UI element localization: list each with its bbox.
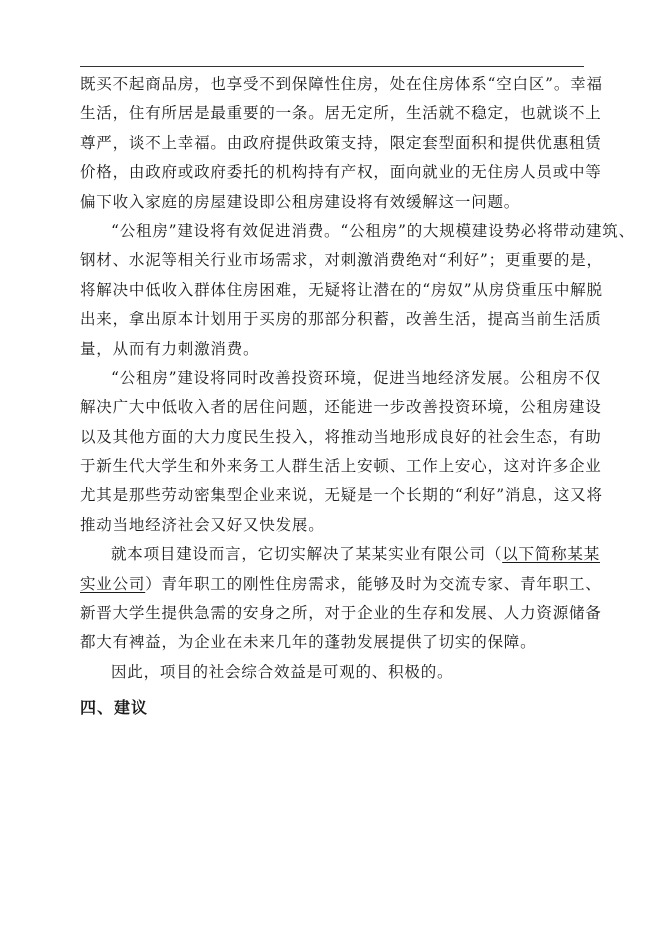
- text-line: 尤其是那些劳动密集型企业来说，无疑是一个长期的“利好”消息，这又将: [80, 486, 603, 505]
- text-line: 解决广大中低收入者的居住问题，还能进一步改善投资环境，公租房建设: [80, 398, 602, 417]
- underlined-text: 以下简称某某: [502, 545, 601, 564]
- text-line: 将解决中低收入群体住房困难，无疑将让潜在的“房奴”从房贷重压中解脱: [80, 280, 603, 299]
- text-line: 于新生代大学生和外来务工人群生活上安顿、工作上安心，这对许多企业: [80, 457, 602, 476]
- text-line: [80, 540, 601, 569]
- header-rule: [80, 66, 584, 67]
- underlined-text: 实业公司: [80, 574, 146, 593]
- text-line: 既买不起商品房，也享受不到保障性住房，处在住房体系“空白区”。幸福: [80, 75, 603, 93]
- section-heading: 四、建议: [80, 698, 149, 718]
- text-line: “公租房”建设将同时改善投资环境，促进当地经济发展。公租房不仅: [111, 368, 602, 387]
- text-line: 生活，住有所居是最重要的一条。居无定所，生活就不稳定，也就谈不上: [80, 104, 602, 123]
- text-segment: ）青年职工的刚性住房需求，能够及时为交流专家、青年职工、: [145, 574, 602, 593]
- paragraph-project: [80, 540, 602, 658]
- paragraph-housing-gap: [80, 70, 603, 217]
- text-line: 推动当地经济社会又好又快发展。: [80, 515, 325, 534]
- text-line: [80, 570, 602, 599]
- paragraph-investment: [80, 364, 603, 540]
- text-line: “公租房”建设将有效促进消费。“公租房”的大规模建设势必将带动建筑、: [111, 221, 635, 240]
- document-body: [80, 70, 635, 723]
- text-line: 都大有裨益，为企业在未来几年的蓬勃发展提供了切实的保障。: [80, 633, 537, 652]
- text-line: 量，从而有力刺激消费。: [80, 339, 260, 358]
- text-line: 新晋大学生提供急需的安身之所，对于企业的生存和发展、人力资源储备: [80, 604, 602, 623]
- text-line: 以及其他方面的大力度民生投入，将推动当地形成良好的社会生态，有助: [80, 427, 602, 446]
- text-segment: 就本项目建设而言，它切实解决了某某实业有限公司（: [111, 545, 503, 564]
- text-line: 价格，由政府或政府委托的机构持有产权，面向就业的无住房人员或中等: [80, 163, 602, 182]
- text-line: 尊严，谈不上幸福。由政府提供政策支持，限定套型面积和提供优惠租赁: [80, 133, 602, 152]
- text-line: 偏下收入家庭的房屋建设即公租房建设将有效缓解这一问题。: [80, 192, 521, 211]
- text-line: 出来，拿出原本计划用于买房的那部分积蓄，改善生活，提高当前生活质: [80, 310, 602, 329]
- paragraph-conclusion: [80, 658, 584, 687]
- paragraph-consumption: [80, 217, 635, 364]
- text-line: 钢材、水泥等相关行业市场需求，对刺激消费绝对“利好”；更重要的是，: [80, 251, 603, 270]
- text-line: 因此，项目的社会综合效益是可观的、积极的。: [111, 662, 454, 681]
